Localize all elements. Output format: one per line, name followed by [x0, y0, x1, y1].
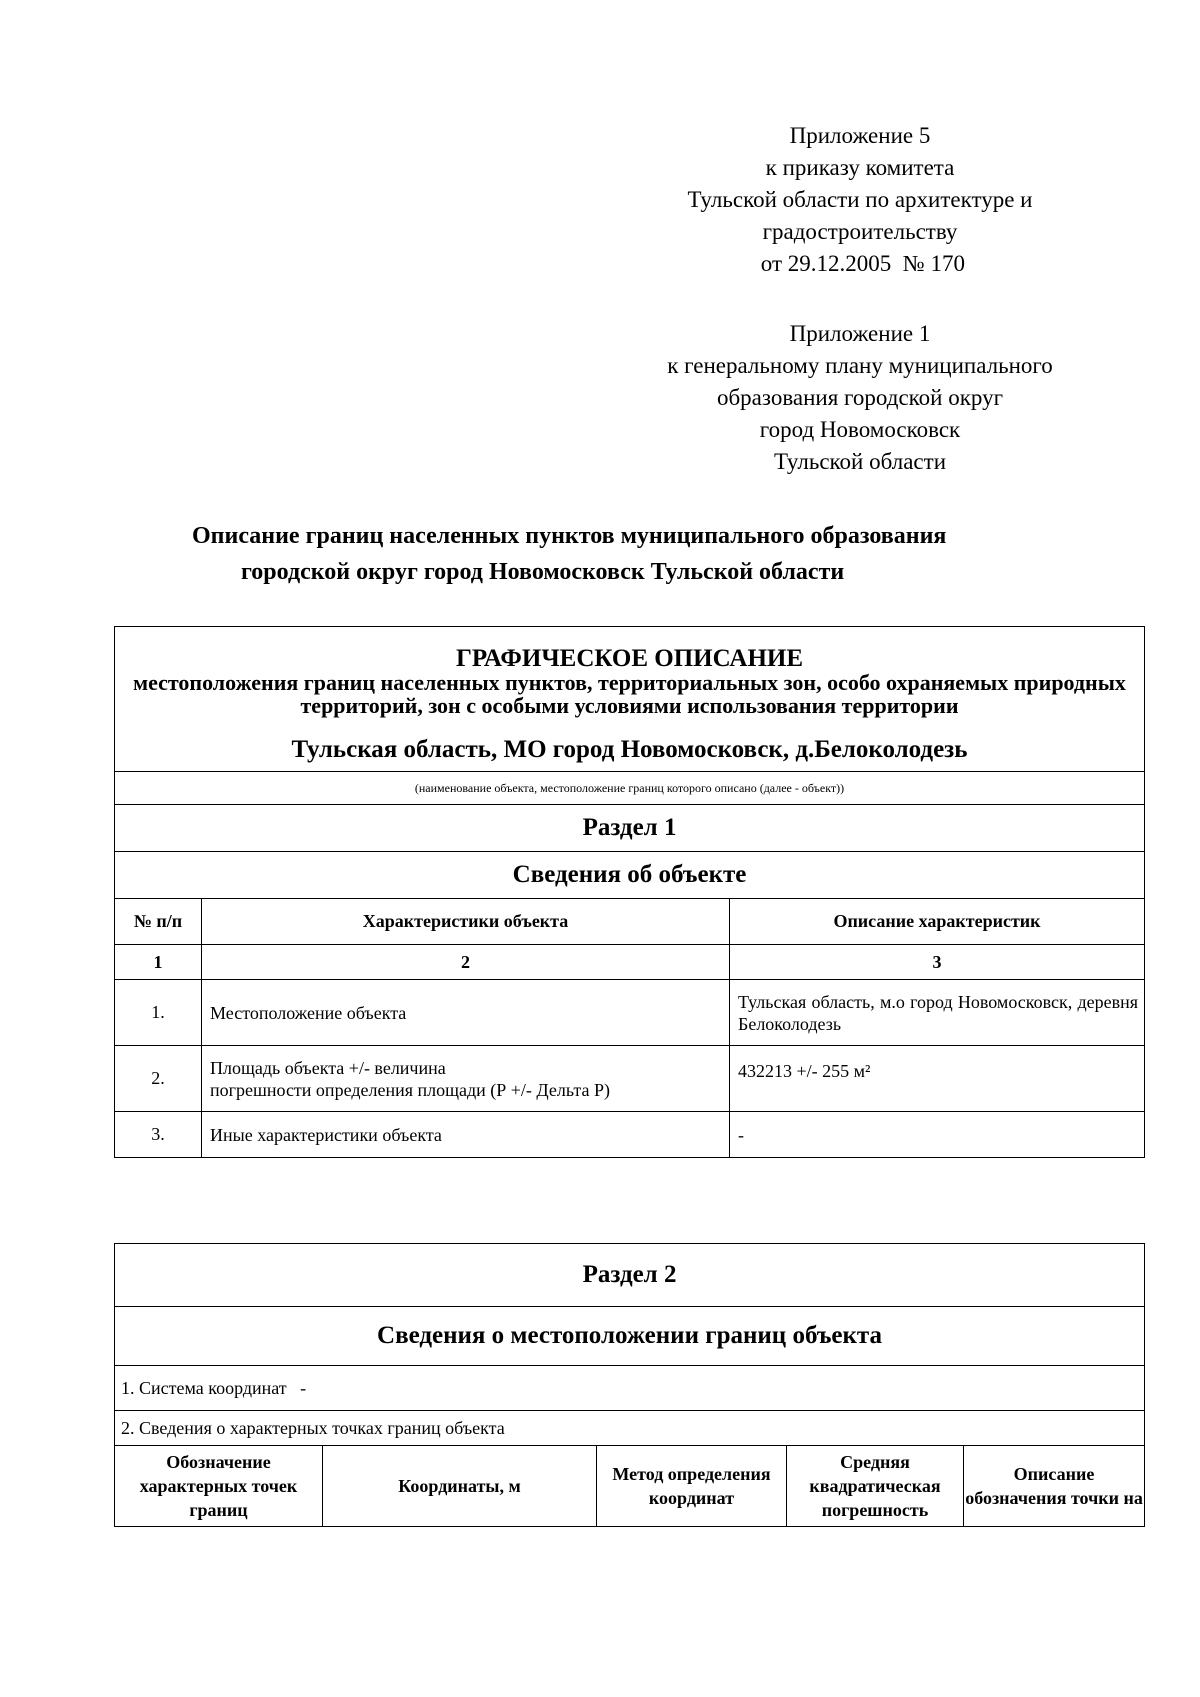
document-title-line: Описание границ населенных пунктов муниципального образования: [192, 523, 947, 549]
column-header-number: № п/п: [115, 899, 202, 945]
column-header-coordinates: Координаты, м: [323, 1446, 597, 1527]
document-title-line: городской округ город Новомосковск Тульской области: [241, 559, 845, 585]
row-characteristic: Иные характеристики объекта: [202, 1112, 730, 1158]
row-characteristic: Местоположение объекта: [202, 980, 730, 1046]
section-2-table: [114, 1243, 1145, 1527]
row-description: Тульская область, м.о город Новомосковск, деревня Белоколодезь: [730, 980, 1145, 1046]
column-header-method: Метод определения координат: [597, 1446, 787, 1527]
section-1-subtitle: Сведения об объекте: [115, 852, 1145, 899]
table-row: [115, 1046, 1145, 1112]
section-2-title: Раздел 2: [115, 1244, 1145, 1307]
graphic-description-header: [115, 627, 1145, 772]
row-number: 1.: [115, 980, 202, 1046]
row-number: 2.: [115, 1046, 202, 1112]
column-header-mean-error: Средняя квадратическая погрешность: [787, 1446, 964, 1527]
row-number: 3.: [115, 1112, 202, 1158]
appendix-1-line: город Новомосковск: [759, 417, 961, 442]
object-name-note: (наименование объекта, местоположение границ которого описано (далее - объект)): [115, 772, 1145, 805]
document-title: [130, 518, 1110, 590]
column-header-description: Описание характеристик: [730, 899, 1145, 945]
appendix-1-line: образования городской округ: [716, 385, 1004, 410]
section-2-subtitle: Сведения о местоположении границ объекта: [115, 1307, 1145, 1366]
appendix-5-block: [620, 120, 1100, 280]
column-number: 3: [730, 945, 1145, 980]
appendix-1-line: Тульской области: [773, 449, 947, 474]
points-info-line: 2. Сведения о характерных точках границ объекта: [115, 1411, 1145, 1446]
row-description: -: [730, 1112, 1145, 1158]
row-characteristic-line: Площадь объекта +/- величина: [210, 1057, 446, 1078]
column-number: 1: [115, 945, 202, 980]
appendix-5-line: Тульской области по архитектуре и: [687, 187, 1033, 212]
column-header-point-designation: Обозначение характерных точек границ: [115, 1446, 323, 1527]
section-1-table: [114, 626, 1145, 1158]
column-number: 2: [202, 945, 730, 980]
row-characteristic: [202, 1046, 730, 1112]
object-place: Тульская область, МО город Новомосковск, д.Белоколодезь: [291, 736, 968, 763]
table-row: [115, 980, 1145, 1046]
column-header-characteristic: Характеристики объекта: [202, 899, 730, 945]
appendix-1-line: Приложение 1: [789, 321, 931, 346]
section-1-title: Раздел 1: [115, 805, 1145, 852]
row-characteristic-line: погрешности определения площади (Р +/- Дельта Р): [210, 1079, 610, 1100]
coordinate-system-line: 1. Система координат -: [115, 1366, 1145, 1411]
appendix-5-line: Приложение 5: [789, 123, 931, 148]
graphic-description: местоположения границ населенных пунктов, территориальных зон, особо охраняемых природных территорий, зон с особыми условиями использования территории: [133, 670, 1126, 718]
appendix-5-line: от 29.12.2005 № 170: [755, 251, 965, 276]
appendix-5-line: к приказу комитета: [765, 155, 955, 180]
table-row: [115, 1112, 1145, 1158]
appendix-5-line: градостроительству: [762, 219, 958, 244]
column-header-point-description: Описание обозначения точки на: [964, 1446, 1145, 1527]
row-description: 432213 +/- 255 м²: [730, 1046, 1145, 1112]
appendix-1-line: к генеральному плану муниципального: [667, 353, 1053, 378]
appendix-1-block: [620, 318, 1100, 478]
graphic-heading: ГРАФИЧЕСКОЕ ОПИСАНИЕ: [455, 645, 804, 672]
